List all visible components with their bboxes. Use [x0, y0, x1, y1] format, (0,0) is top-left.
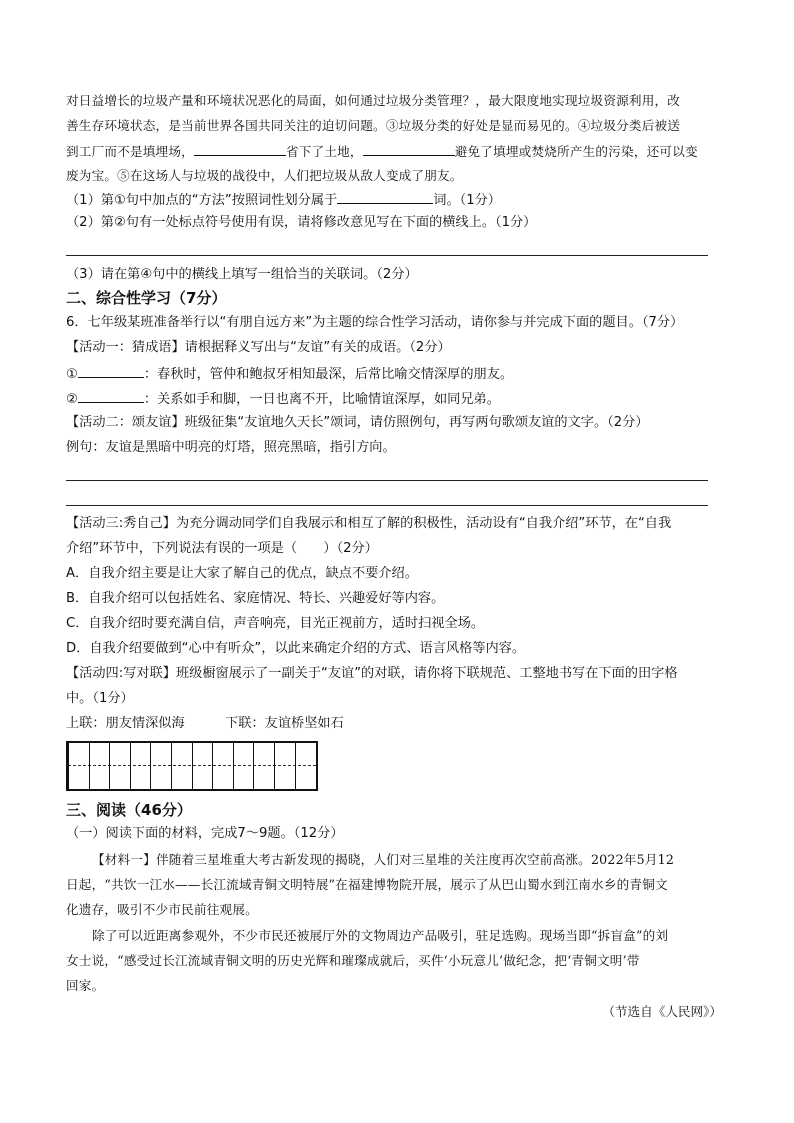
option-c[interactable]: C．自我介绍时要充满自信，声音响亮，目光正视前方，适时扫视全场。 [66, 616, 485, 631]
grid-cell[interactable] [233, 743, 254, 789]
activity-4-line-1: 【活动四:写对联】班级橱窗展示了一副关于“友谊”的对联，请你将下联规范、工整地书写在下面的田字格 [66, 666, 678, 681]
activity-1-item-1 [66, 364, 513, 384]
grid-cell[interactable] [171, 743, 192, 789]
question-5-2: （2）第②句有一处标点符号使用有误，请将修改意见写在下面的横线上。（1分） [66, 215, 537, 230]
activity-2: 【活动二：颂友谊】班级征集“友谊地久天长”颂词，请仿照例句，再写两句歌颂友谊的文字。（2分） [66, 415, 649, 430]
answer-blank-connective-1[interactable] [194, 142, 286, 156]
couplet-upper: 上联：朋友情深似海 [66, 716, 185, 731]
grid-cell[interactable] [274, 743, 295, 789]
option-a[interactable]: A．自我介绍主要是让大家了解自己的优点，缺点不要介绍。 [66, 566, 418, 581]
answer-blank-connective-2[interactable] [363, 142, 455, 156]
answer-blank-word-class[interactable] [337, 190, 433, 204]
item-1-number: ① [66, 367, 78, 382]
option-b[interactable]: B．自我介绍可以包括姓名、家庭情况、特长、兴趣爱好等内容。 [66, 591, 445, 606]
activity-1: 【活动一：猜成语】请根据释义写出与“友谊”有关的成语。（2分） [66, 340, 451, 355]
passage-line-3c: 避免了填埋或焚烧所产生的污染，还可以变 [454, 144, 698, 159]
item-1-definition: ：春秋时，管仲和鲍叔牙相知最深，后常比喻交情深厚的朋友。 [143, 367, 514, 382]
passage-line-3b: 省下了土地， [285, 144, 363, 159]
question-5-1 [66, 190, 501, 210]
couplet-lower: 下联：友谊桥坚如石 [225, 716, 344, 731]
grid-cell[interactable] [192, 743, 213, 789]
grid-cell[interactable] [150, 743, 171, 789]
section-3-heading: 三、阅读（46分） [66, 801, 192, 819]
item-2-number: ② [66, 392, 78, 407]
item-2-definition: ：关系如手和脚，一日也离不开，比喻情谊深厚，如同兄弟。 [143, 392, 500, 407]
material-1-line-1: 【材料一】伴随着三星堆重大考古新发现的揭晓，人们对三星堆的关注度再次空前高涨。2022年5月12 [92, 852, 675, 867]
question-5-1-text: （1）第①句中加点的“方法”按照词性划分属于 [66, 193, 338, 208]
question-6: 6．七年级某班准备举行以“有朋自远方来”为主题的综合性学习活动，请你参与并完成下面的题目。（7分） [66, 315, 684, 330]
reading-part-1-instruction: （一）阅读下面的材料，完成7～9题。（12分） [66, 826, 344, 841]
answer-blank-idiom-1[interactable] [78, 364, 144, 378]
material-1-source: （节选自《人民网》） [602, 1004, 722, 1019]
grid-cell[interactable] [253, 743, 274, 789]
material-1-line-2: 日起，“共饮一江水——长江流域青铜文明特展”在福建博物院开展，展示了从巴山蜀水到江南水乡的青铜文 [66, 877, 668, 892]
grid-cell[interactable] [295, 743, 316, 789]
grid-cell[interactable] [89, 743, 110, 789]
material-1-line-3: 化遗存，吸引不少市民前往观展。 [66, 902, 258, 917]
activity-3-line-1: 【活动三:秀自己】为充分调动同学们自我展示和相互了解的积极性，活动设有“自我介绍”环节，在“自我 [66, 516, 672, 531]
grid-cell[interactable] [68, 743, 89, 789]
grid-cell[interactable] [109, 743, 130, 789]
section-2-heading: 二、综合性学习（7分） [66, 289, 227, 307]
passage-line-4: 废为宝。⑤在这场人与垃圾的战役中，人们把垃圾从敌人变成了朋友。 [66, 168, 463, 183]
passage-line-1: 对日益增长的垃圾产量和环境状况恶化的局面，如何通过垃圾分类管理？，最大限度地实现垃圾资源利用，改 [66, 93, 681, 108]
material-1-para-2-line-1: 除了可以近距离参观外，不少市民还被展厅外的文物周边产品吸引，驻足选购。现场当即“拆盲盒”的刘 [92, 928, 669, 943]
activity-2-example: 例句：友谊是黑暗中明亮的灯塔，照亮黑暗，指引方向。 [66, 440, 396, 455]
option-d[interactable]: D．自我介绍要做到“心中有听众”，以此来确定介绍的方式、语言风格等内容。 [66, 641, 526, 656]
tianzige-grid[interactable] [66, 741, 318, 791]
answer-blank-idiom-2[interactable] [78, 389, 144, 403]
activity-1-item-2 [66, 389, 500, 409]
couplet-row [66, 715, 344, 733]
passage-line-3a: 到工厂而不是填埋场， [66, 144, 194, 159]
answer-line-praise-1[interactable] [66, 480, 708, 481]
activity-3-line-2: 介绍”环节中，下列说法有误的一项是（ ）（2分） [66, 541, 378, 556]
material-1-para-2-line-3: 回家。 [66, 978, 105, 993]
question-5-1-tail: 词。（1分） [433, 193, 501, 208]
answer-line-praise-2[interactable] [66, 505, 708, 506]
question-5-3: （3）请在第④句中的横线上填写一组恰当的关联词。（2分） [66, 267, 418, 282]
material-1-para-2-line-2: 女士说，“感受过长江流域青铜文明的历史光辉和璀璨成就后，买件‘小玩意儿’做纪念，把‘青铜文明’带 [66, 953, 640, 968]
answer-line-punctuation[interactable] [66, 255, 708, 256]
passage-line-2: 善生存环境状态，是当前世界各国共同关注的迫切问题。③垃圾分类的好处是显而易见的。④垃圾分类后被送 [66, 118, 681, 133]
grid-cell[interactable] [130, 743, 151, 789]
passage-line-3 [66, 142, 698, 161]
activity-4-line-2: 中。（1分） [66, 691, 134, 706]
grid-cell[interactable] [212, 743, 233, 789]
